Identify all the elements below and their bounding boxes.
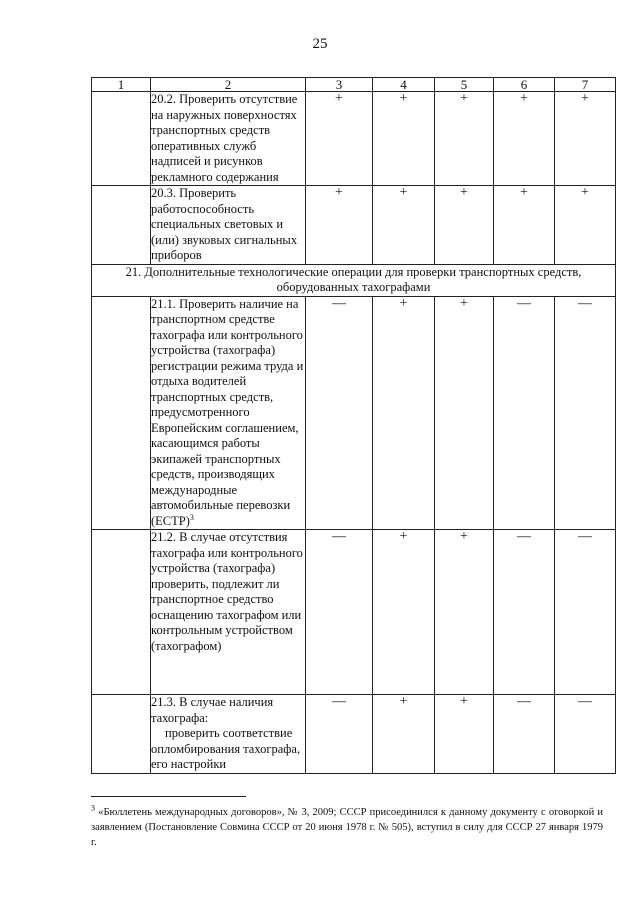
inspection-table	[91, 77, 616, 774]
mark-cell: +	[435, 530, 494, 695]
row-number-cell	[92, 296, 151, 530]
mark-cell: —	[494, 296, 555, 530]
row-number-cell	[92, 186, 151, 265]
mark-cell: —	[306, 695, 373, 774]
mark-cell: +	[306, 186, 373, 265]
row-text-21-1	[151, 296, 306, 530]
footnote-ref: 3	[189, 512, 194, 522]
mark-cell: +	[373, 530, 435, 695]
table-row-21-3	[92, 695, 616, 774]
header-col-6: 6	[494, 78, 555, 92]
row-number-cell	[92, 530, 151, 695]
row-text-20-3: 20.3. Проверить работоспособность специальных световых и (или) звуковых сигнальных приборов	[151, 186, 306, 265]
header-row	[92, 78, 616, 92]
mark-cell: —	[306, 296, 373, 530]
mark-cell: +	[555, 186, 616, 265]
mark-cell: +	[373, 695, 435, 774]
row-text-21-2: 21.2. В случае отсутствия тахографа или контрольного устройства (тахографа) проверить, подлежит ли транспортное средство оснащению тахографом или контрольным устройством (тахографом)	[151, 530, 306, 695]
mark-cell: —	[494, 695, 555, 774]
mark-cell: +	[555, 92, 616, 186]
mark-cell: —	[555, 530, 616, 695]
footnote-marker: 3	[91, 803, 95, 813]
mark-cell: +	[435, 186, 494, 265]
row-text-21-1-body: 21.1. Проверить наличие на транспортном средстве тахографа или контрольного устройства (тахографа) регистрации режима труда и отдыха водителей транспортных средств, предусмотренного Европейским соглашением, касающимся работы экипажей транспортных средств, производящих международные автомобильные перевозки (ЕСТР)	[151, 296, 304, 528]
row-number-cell	[92, 695, 151, 774]
mark-cell: —	[555, 695, 616, 774]
footnote	[91, 805, 603, 850]
mark-cell: +	[435, 296, 494, 530]
mark-cell: +	[373, 296, 435, 530]
mark-cell: —	[555, 296, 616, 530]
header-col-3: 3	[306, 78, 373, 92]
footnote-text: «Бюллетень международных договоров», № 3, 2009; СССР присоединился к данному документу с оговоркой и заявлением (Постановление Совмина СССР от 20 июня 1978 г. № 505), вступил в силу для СССР 27 января 1979 г.	[91, 807, 604, 848]
mark-cell: —	[494, 530, 555, 695]
header-col-1: 1	[92, 78, 151, 92]
section-21-row	[92, 264, 616, 296]
row-text-21-3	[151, 695, 306, 774]
mark-cell: +	[494, 92, 555, 186]
header-col-2: 2	[151, 78, 306, 92]
row-text-20-2: 20.2. Проверить отсутствие на наружных поверхностях транспортных средств оперативных служб надписей и рисунков рекламного содержания	[151, 92, 306, 186]
header-col-7: 7	[555, 78, 616, 92]
section-21-heading: 21. Дополнительные технологические операции для проверки транспортных средств, оборудованных тахографами	[92, 264, 616, 296]
header-col-4: 4	[373, 78, 435, 92]
mark-cell: +	[435, 92, 494, 186]
mark-cell: +	[373, 92, 435, 186]
mark-cell: —	[306, 530, 373, 695]
table-row-21-2	[92, 530, 616, 695]
mark-cell: +	[435, 695, 494, 774]
footnote-separator	[91, 796, 246, 797]
table-row-21-1	[92, 296, 616, 530]
row-number-cell	[92, 92, 151, 186]
header-col-5: 5	[435, 78, 494, 92]
page-number: 25	[312, 36, 328, 52]
mark-cell: +	[373, 186, 435, 265]
row-text-21-3-item: проверить соответствие опломбирования тахографа, его настройки	[151, 726, 301, 771]
row-text-21-3-lead: 21.3. В случае наличия тахографа:	[151, 695, 274, 725]
mark-cell: +	[306, 92, 373, 186]
table-row-20-2	[92, 92, 616, 186]
mark-cell: +	[494, 186, 555, 265]
table-row-20-3	[92, 186, 616, 265]
